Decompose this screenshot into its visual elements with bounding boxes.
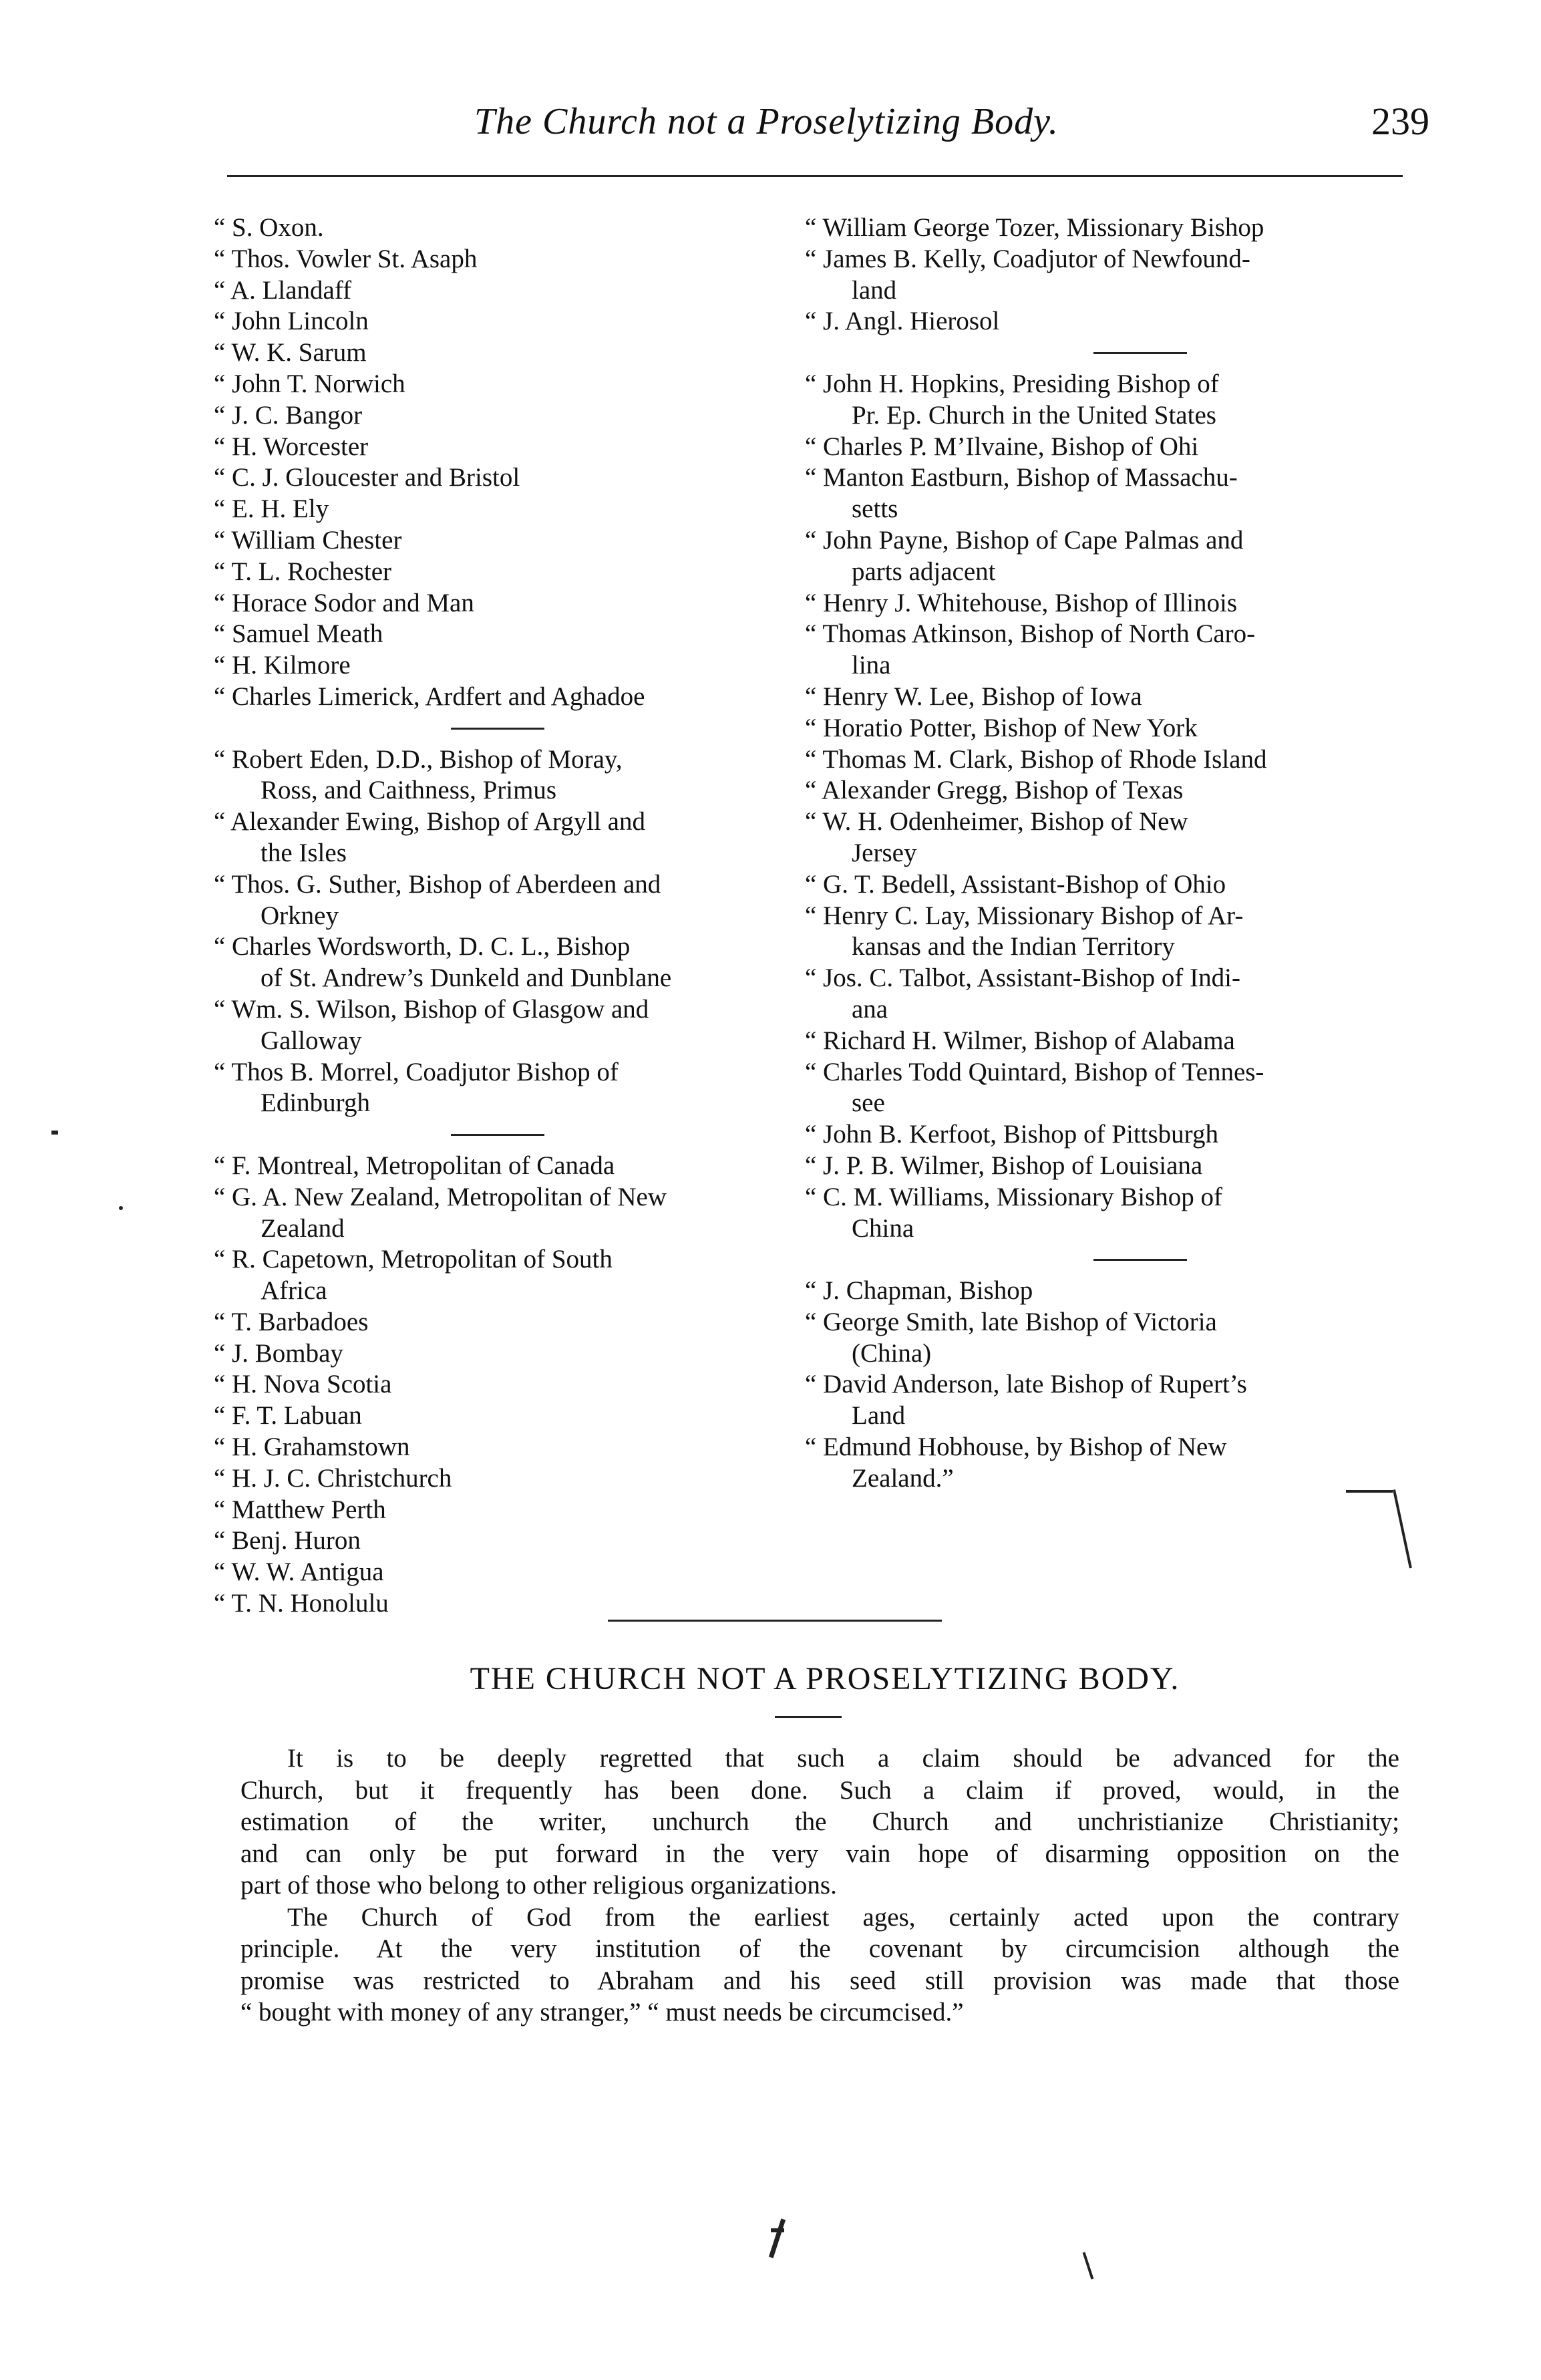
signature-line: “ H. Grahamstown [214, 1433, 410, 1462]
signature-continuation-line: parts adjacent [852, 557, 996, 586]
signature-line: “ Henry J. Whitehouse, Bishop of Illinois [805, 588, 1238, 617]
signature-line: “ Alexander Gregg, Bishop of Texas [805, 776, 1184, 805]
ink-mark [771, 2228, 784, 2232]
signature-line: “ James B. Kelly, Coadjutor of Newfound- [805, 244, 1250, 273]
body-line: The Church of God from the earliest ages, certainly acted upon the contrary [287, 1902, 1399, 1932]
signature-line: “ Jos. C. Talbot, Assistant-Bishop of Indi- [805, 963, 1240, 993]
section-rule [608, 1620, 942, 1622]
signature-line: “ G. A. New Zealand, Metropolitan of New [214, 1182, 667, 1211]
signature-separator [451, 713, 544, 744]
running-title: The Church not a Proselytizing Body. [474, 101, 1059, 142]
signature-continuation-line: Ross, and Caithness, Primus [261, 776, 557, 805]
ink-mark [51, 1131, 58, 1135]
signature-line: “ H. Nova Scotia [214, 1370, 392, 1399]
signature-line: “ G. T. Bedell, Assistant-Bishop of Ohio [805, 869, 1226, 899]
signature-continuation-line: Zealand [261, 1213, 345, 1243]
body-line: and can only be put forward in the very vain hope of disarming opposition on the [240, 1839, 1399, 1868]
signature-line: “ William Chester [214, 525, 402, 555]
signature-line: “ Edmund Hobhouse, by Bishop of New [805, 1433, 1227, 1462]
signature-continuation-line: Land [852, 1401, 906, 1431]
right-signature-column [805, 212, 1419, 1495]
page-header [374, 100, 1429, 160]
signature-line: “ H. Kilmore [214, 651, 351, 680]
signature-line: “ S. Oxon. [214, 213, 324, 242]
signature-line: “ John Lincoln [214, 307, 369, 336]
signature-continuation-line: Edinburgh [261, 1088, 370, 1118]
signature-continuation-line: ana [852, 994, 888, 1024]
signature-continuation-line: setts [852, 494, 898, 524]
signature-line: “ C. J. Gloucester and Bristol [214, 463, 520, 492]
signature-line: “ John B. Kerfoot, Bishop of Pittsburgh [805, 1120, 1218, 1149]
signature-line: “ Charles P. M’Ilvaine, Bishop of Ohi [805, 432, 1199, 461]
signature-line: “ W. W. Antigua [214, 1557, 384, 1587]
signature-line: “ Charles Limerick, Ardfert and Aghadoe [214, 682, 645, 711]
signature-line: “ E. H. Ely [214, 494, 329, 524]
signature-line: “ John T. Norwich [214, 369, 405, 398]
ink-mark [119, 1206, 123, 1210]
signature-line: “ J. C. Bangor [214, 400, 363, 430]
signature-line: “ A. Llandaff [214, 275, 352, 305]
signature-line: “ R. Capetown, Metropolitan of South [214, 1245, 613, 1274]
signature-separator [1093, 337, 1187, 369]
signature-line: “ H. Worcester [214, 432, 369, 461]
signature-line: “ Benj. Huron [214, 1526, 361, 1555]
body-line: principle. At the very institution of the covenant by circumcision although the [240, 1934, 1399, 1963]
signature-line: “ Henry W. Lee, Bishop of Iowa [805, 682, 1142, 711]
signature-continuation-line: see [852, 1088, 885, 1118]
signature-line: “ J. Bombay [214, 1338, 343, 1368]
signature-line: “ Charles Todd Quintard, Bishop of Tennes- [805, 1057, 1264, 1086]
signature-line: “ George Smith, late Bishop of Victoria [805, 1307, 1217, 1336]
left-signature-column [214, 212, 815, 1620]
signature-continuation-line: Jersey [852, 838, 917, 867]
section-title: THE CHURCH NOT A PROSELYTIZING BODY. [470, 1661, 1180, 1696]
signature-line: “ Alexander Ewing, Bishop of Argyll and [214, 807, 645, 837]
signature-line: “ Henry C. Lay, Missionary Bishop of Ar- [805, 901, 1244, 930]
signature-line: “ T. L. Rochester [214, 557, 392, 586]
signature-continuation-line: Pr. Ep. Church in the United States [852, 400, 1216, 430]
ink-mark [1083, 2252, 1094, 2279]
margin-mark [1346, 1490, 1393, 1493]
signature-continuation-line: the Isles [261, 838, 347, 867]
signature-line: “ David Anderson, late Bishop of Rupert’s [805, 1370, 1247, 1399]
signature-continuation-line: of St. Andrew’s Dunkeld and Dunblane [261, 963, 672, 993]
body-line: Church, but it frequently has been done. Such a claim if proved, would, in the [240, 1775, 1399, 1805]
signature-line: “ Horace Sodor and Man [214, 588, 474, 617]
signature-line: “ Thos B. Morrel, Coadjutor Bishop of [214, 1057, 619, 1086]
signature-line: “ F. T. Labuan [214, 1401, 362, 1431]
signature-line: “ C. M. Williams, Missionary Bishop of [805, 1182, 1222, 1211]
signature-continuation-line: Zealand.” [852, 1463, 954, 1493]
signature-line: “ J. P. B. Wilmer, Bishop of Louisiana [805, 1151, 1203, 1180]
signature-line: “ F. Montreal, Metropolitan of Canada [214, 1151, 615, 1180]
signature-line: “ Wm. S. Wilson, Bishop of Glasgow and [214, 994, 649, 1024]
body-line: It is to be deeply regretted that such a claim should be advanced for the [287, 1744, 1399, 1773]
signature-line: “ W. H. Odenheimer, Bishop of New [805, 807, 1188, 837]
body-line: “ bought with money of any stranger,” “ must needs be circumcised.” [240, 1998, 964, 2027]
ink-mark [769, 2218, 786, 2258]
signature-line: “ Horatio Potter, Bishop of New York [805, 713, 1198, 742]
signature-line: “ H. J. C. Christchurch [214, 1463, 452, 1493]
signature-line: “ Charles Wordsworth, D. C. L., Bishop [214, 932, 631, 961]
signature-continuation-line: lina [852, 651, 891, 680]
signature-continuation-line: China [852, 1213, 914, 1243]
signature-line: “ Thomas M. Clark, Bishop of Rhode Island [805, 744, 1267, 774]
signature-line: “ Richard H. Wilmer, Bishop of Alabama [805, 1026, 1235, 1055]
body-text [240, 1743, 1399, 2029]
signature-continuation-line: (China) [852, 1338, 932, 1368]
signature-line: “ J. Chapman, Bishop [805, 1276, 1033, 1306]
body-line: estimation of the writer, unchurch the Church and unchristianize Christianity; [240, 1807, 1399, 1836]
signature-line: “ Thos. G. Suther, Bishop of Aberdeen and [214, 869, 661, 899]
section-subrule [775, 1716, 842, 1718]
signature-line: “ W. K. Sarum [214, 338, 367, 367]
signature-line: “ Matthew Perth [214, 1495, 386, 1524]
signature-line: “ Thos. Vowler St. Asaph [214, 244, 478, 273]
signature-line: “ T. N. Honolulu [214, 1589, 389, 1618]
signature-columns [0, 212, 1541, 1629]
signature-line: “ John Payne, Bishop of Cape Palmas and [805, 525, 1244, 555]
header-rule [227, 175, 1403, 177]
signature-continuation-line: land [852, 275, 897, 305]
signature-line: “ T. Barbadoes [214, 1307, 369, 1336]
signature-continuation-line: Orkney [261, 901, 339, 930]
signature-continuation-line: kansas and the Indian Territory [852, 932, 1175, 961]
signature-continuation-line: Africa [261, 1276, 327, 1306]
signature-separator [451, 1119, 544, 1151]
signature-separator [1093, 1244, 1187, 1276]
signature-line: “ William George Tozer, Missionary Bishop [805, 213, 1264, 242]
signature-line: “ Robert Eden, D.D., Bishop of Moray, [214, 744, 623, 774]
page-number: 239 [1371, 100, 1429, 143]
signature-line: “ J. Angl. Hierosol [805, 307, 1000, 336]
signature-line: “ Manton Eastburn, Bishop of Massachu- [805, 463, 1238, 492]
signature-line: “ John H. Hopkins, Presiding Bishop of [805, 369, 1219, 398]
signature-line: “ Samuel Meath [214, 619, 383, 649]
signature-line: “ Thomas Atkinson, Bishop of North Caro- [805, 619, 1256, 649]
body-line: part of those who belong to other religious organizations. [240, 1871, 837, 1900]
body-line: promise was restricted to Abraham and his seed still provision was made that those [240, 1966, 1399, 1995]
signature-continuation-line: Galloway [261, 1026, 362, 1055]
